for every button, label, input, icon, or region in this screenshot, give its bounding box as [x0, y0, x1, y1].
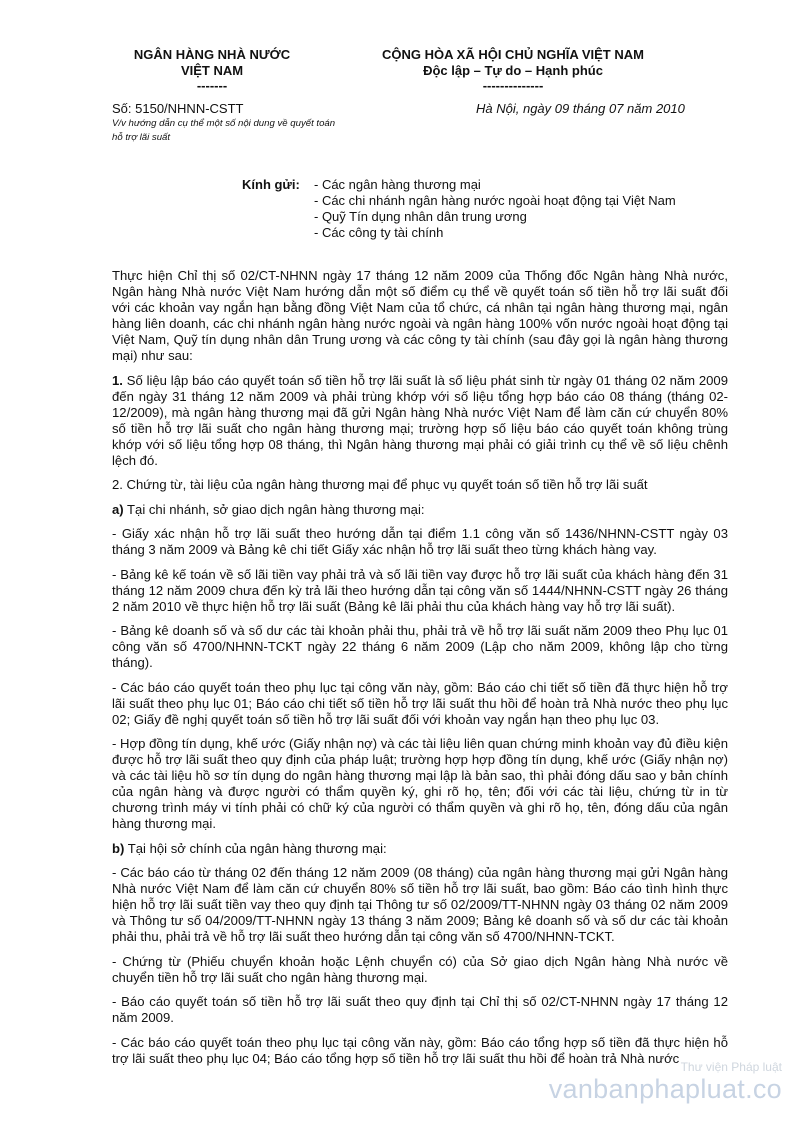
list-item: - Các báo cáo quyết toán theo phụ lục tại công văn này, gồm: Báo cáo chi tiết số tiền đã thực hiện hỗ trợ lãi suất theo phụ lục 01; Báo cáo chi tiết số tiền hỗ trợ lãi suất thu hồi để hoàn trả Nhà nước theo phụ lục 02; Giấy đề nghị quyết toán số tiền hỗ trợ lãi suất đối với khoản vay ngắn hạn theo phụ lục 03. [112, 679, 728, 727]
recipient-item: - Các công ty tài chính [314, 225, 444, 240]
recipient-item: - Các chi nhánh ngân hàng nước ngoài hoạt động tại Việt Nam [314, 193, 676, 208]
intro-paragraph: Thực hiện Chỉ thị số 02/CT-NHNN ngày 17 tháng 12 năm 2009 của Thống đốc Ngân hàng Nhà nước, Ngân hàng Nhà nước Việt Nam hướng dẫn một số điểm cụ thể về quyết toán số tiền hỗ trợ lãi suất đối với các khoản vay ngắn hạn bằng đồng Việt Nam của tổ chức, cá nhân tại ngân hàng thương mại, ngân hàng liên doanh, các chi nhánh ngân hàng nước ngoài và ngân hàng 100% vốn nước ngoài hoạt động tại Việt Nam, Quỹ tín dụng nhân dân Trung ương và các công ty tài chính (sau đây gọi là ngân hàng thương mại) như sau: [112, 268, 728, 363]
watermark-site: vanbanphapluat.co [548, 1074, 782, 1104]
section-1-number: 1. [112, 372, 123, 388]
subsection-b-label: b) [112, 840, 125, 856]
list-item: - Các báo cáo quyết toán theo phụ lục tại công văn này, gồm: Báo cáo tổng hợp số tiền đã thực hiện hỗ trợ lãi suất theo phụ lục 04; Báo cáo tổng hợp số tiền hỗ trợ lãi suất thu hồi để hoàn trả Nhà nước [112, 1034, 728, 1066]
document-number: Số: 5150/NHNN-CSTT [112, 101, 244, 116]
subsection-a-heading [112, 502, 728, 518]
document-subject: V/v hướng dẫn cụ thể một số nội dung về quyết toán hỗ trợ lãi suất [112, 118, 336, 143]
recipients-list [314, 177, 676, 241]
motto-divider: -------------- [482, 78, 544, 93]
subsection-b-text: Tại hội sở chính của ngân hàng thương mại: [124, 840, 387, 856]
motto: Độc lập – Tự do – Hạnh phúc [423, 62, 603, 78]
agency-name-line2: VIỆT NAM [180, 62, 244, 78]
list-item: - Báo cáo quyết toán số tiền hỗ trợ lãi suất theo quy định tại Chỉ thị số 02/CT-NHNN ngày 17 tháng 12 năm 2009. [112, 994, 728, 1025]
section-1-text: Số liệu lập báo cáo quyết toán số tiền hỗ trợ lãi suất là số liệu phát sinh từ ngày 01 tháng 02 năm 2009 đến ngày 31 tháng 12 năm 2009 và phải trùng khớp với số liệu tổng hợp báo cáo 08 tháng (tháng 02-12/2009), mà ngân hàng thương mại đã gửi Ngân hàng Nhà nước Việt Nam để làm căn cứ chuyển 80% số tiền hỗ trợ lãi suất cho ngân hàng thương mại; trường hợp số liệu báo cáo quyết toán không trùng khớp với số liệu tổng hợp 08 tháng, thì Ngân hàng thương mại phải có giải trình cụ thể về số liệu chênh lệch đó. [112, 372, 728, 468]
list-item: - Bảng kê kế toán về số lãi tiền vay phải trả và số lãi tiền vay được hỗ trợ lãi suất của khách hàng đến 31 tháng 12 năm 2009 chưa đến kỳ trả lãi theo hướng dẫn tại công văn số 1444/NHNN-CSTT ngày 26 tháng 2 năm 2010 về thực hiện hỗ trợ lãi suất (Bảng kê lãi phải thu của khách hàng vay hỗ trợ lãi suất). [112, 566, 728, 614]
subsection-a-label: a) [112, 501, 124, 517]
section-1 [112, 373, 728, 469]
issuing-agency-block [112, 47, 312, 94]
document-body [112, 268, 728, 1075]
subsection-b-heading [112, 841, 728, 857]
watermark-caption: Thư viện Pháp luật [680, 1060, 782, 1074]
list-item: - Các báo cáo từ tháng 02 đến tháng 12 năm 2009 (08 tháng) của ngân hàng thương mại gửi Ngân hàng Nhà nước Việt Nam để làm căn cứ chuyển 80% số tiền hỗ trợ lãi suất, bao gồm: Báo cáo tình hình thực hiện hỗ trợ lãi suất tiền vay theo quy định tại Thông tư số 02/2009/TT-NHNN ngày 03 tháng 02 năm 2009 và Thông tư số 04/2009/TT-NHNN ngày 13 tháng 3 năm 2009; Bảng kê doanh số và số dư các tài khoản phải thu, phải trả về hỗ trợ lãi suất theo hướng dẫn tại công văn số 4700/NHNN-TCKT. [112, 865, 728, 944]
place-and-date: Hà Nội, ngày 09 tháng 07 năm 2010 [476, 101, 685, 116]
list-item: - Bảng kê doanh số và số dư các tài khoản phải thu, phải trả về hỗ trợ lãi suất năm 2009 theo Phụ lục 01 công văn số 4700/NHNN-TCKT ngày 22 tháng 6 năm 2009 (Lập cho năm 2009, không lập cho từng tháng). [112, 623, 728, 670]
list-item: - Chứng từ (Phiếu chuyển khoản hoặc Lệnh chuyển có) của Sở giao dịch Ngân hàng Nhà nước về chuyển tiền hỗ trợ lãi suất cho ngân hàng thương mại. [112, 953, 728, 985]
list-item: - Hợp đồng tín dụng, khế ước (Giấy nhận nợ) và các tài liệu liên quan chứng minh khoản vay đủ điều kiện được hỗ trợ lãi suất theo quy định của pháp luật; trường hợp hợp đồng tín dụng, khế ước (Giấy nhận nợ) và các tài liệu hồ sơ tín dụng do ngân hàng thương mại lập là bản sao, thì phải đóng dấu sao y bản chính của ngân hàng và được người có thẩm quyền ký, ghi rõ họ, tên; đối với các tài liệu, chứng từ in từ chương trình máy vi tính phải có chữ ký của người có thẩm quyền và ghi rõ họ, tên, đóng dấu của ngân hàng thương mại. [112, 736, 728, 831]
subsection-a-text: Tại chi nhánh, sở giao dịch ngân hàng thương mại: [123, 501, 425, 517]
recipient-item: - Các ngân hàng thương mại [314, 177, 481, 192]
recipients-label: Kính gửi: [242, 177, 300, 192]
agency-name-line1: NGÂN HÀNG NHÀ NƯỚC [133, 47, 291, 62]
national-motto-block [348, 47, 678, 94]
nation-name: CỘNG HÒA XÃ HỘI CHỦ NGHĨA VIỆT NAM [382, 47, 644, 62]
agency-divider: ------- [196, 78, 228, 93]
recipient-item: - Quỹ Tín dụng nhân dân trung ương [314, 209, 527, 224]
list-item: - Giấy xác nhận hỗ trợ lãi suất theo hướng dẫn tại điểm 1.1 công văn số 1436/NHNN-CSTT ngày 03 tháng 3 năm 2009 và Bảng kê chi tiết Giấy xác nhận hỗ trợ lãi suất theo từng khách hàng vay. [112, 526, 728, 557]
section-2-heading: 2. Chứng từ, tài liệu của ngân hàng thương mại để phục vụ quyết toán số tiền hỗ trợ lãi suất [112, 477, 648, 492]
